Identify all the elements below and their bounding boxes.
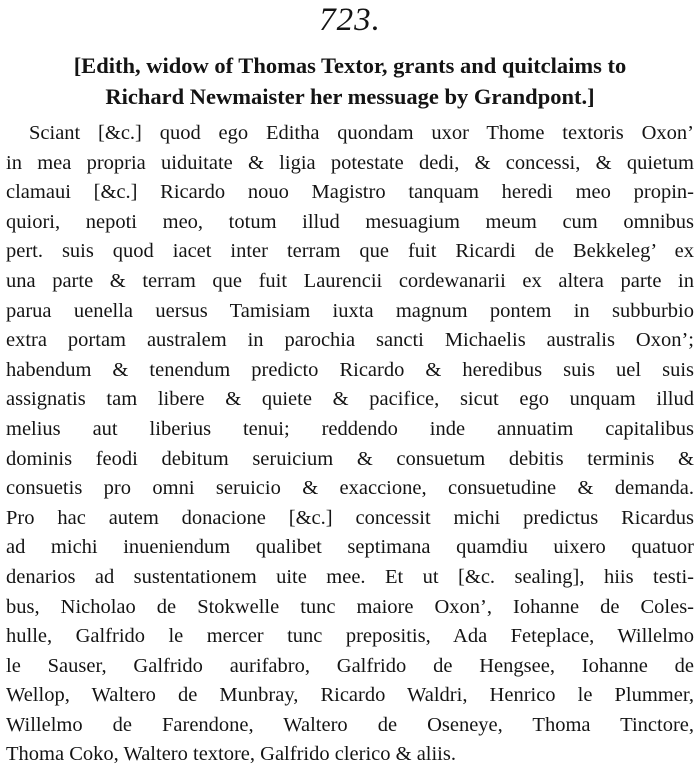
text-line: bus, Nicholao de Stokwelle tunc maiore Oxon’, Iohanne de Coles- — [6, 595, 694, 618]
text-line: melius aut liberius tenui; reddendo inde annuatim capitalibus — [6, 417, 694, 440]
text-line: in mea propria uiduitate & ligia potestate dedi, & concessi, & quietum — [6, 151, 694, 174]
text-line: denarios ad sustentationem uite mee. Et ut [&c. sealing], hiis testi- — [6, 565, 694, 588]
text-line: habendum & tenendum predicto Ricardo & heredibus suis uel suis — [6, 358, 694, 381]
heading-line: Richard Newmaister her messuage by Grandpont.] — [105, 84, 595, 109]
text-line: Willelmo de Farendone, Waltero de Oseneye, Thoma Tinctore, — [6, 713, 694, 736]
text-line: Thoma Coko, Waltero textore, Galfrido clerico & aliis. — [6, 743, 456, 766]
charter-text — [6, 119, 694, 770]
text-line: ad michi inueniendum qualibet septimana quamdiu uixero quatuor — [6, 536, 694, 559]
text-line: Sciant [&c.] quod ego Editha quondam uxor Thome textoris Oxon’ — [29, 122, 694, 144]
text-line: clamaui [&c.] Ricardo nouo Magistro tanquam heredi meo propin- — [6, 181, 694, 204]
text-line: una parte & terram que fuit Laurencii cordewanarii ex altera parte in — [6, 269, 694, 292]
text-line: quiori, nepoti meo, totum illud mesuagium meum cum omnibus — [6, 210, 694, 233]
text-line: assignatis tam libere & quiete & pacifice, sicut ego unquam illud — [6, 388, 694, 411]
text-line: consuetis pro omni seruicio & exaccione, consuetudine & demanda. — [6, 477, 694, 500]
text-line: le Sauser, Galfrido aurifabro, Galfrido de Hengsee, Iohanne de — [6, 654, 694, 677]
document-heading — [0, 50, 700, 112]
document-number: 723. — [319, 2, 381, 38]
text-line: hulle, Galfrido le mercer tunc prepositis, Ada Feteplace, Willelmo — [6, 625, 694, 648]
heading-line: [Edith, widow of Thomas Textor, grants and quitclaims to — [73, 53, 627, 78]
text-line: Pro hac autem donacione [&c.] concessit michi predictus Ricardus — [6, 506, 694, 529]
text-line: dominis feodi debitum seruicium & consuetum debitis terminis & — [6, 447, 694, 470]
text-line: pert. suis quod iacet inter terram que fuit Ricardi de Bekkeleg’ ex — [6, 240, 694, 263]
text-line: parua uenella uersus Tamisiam iuxta magnum pontem in subburbio — [6, 299, 694, 322]
text-line: Wellop, Waltero de Munbray, Ricardo Waldri, Henrico le Plummer, — [6, 684, 694, 707]
text-line: extra portam australem in parochia sancti Michaelis australis Oxon’; — [6, 329, 694, 352]
